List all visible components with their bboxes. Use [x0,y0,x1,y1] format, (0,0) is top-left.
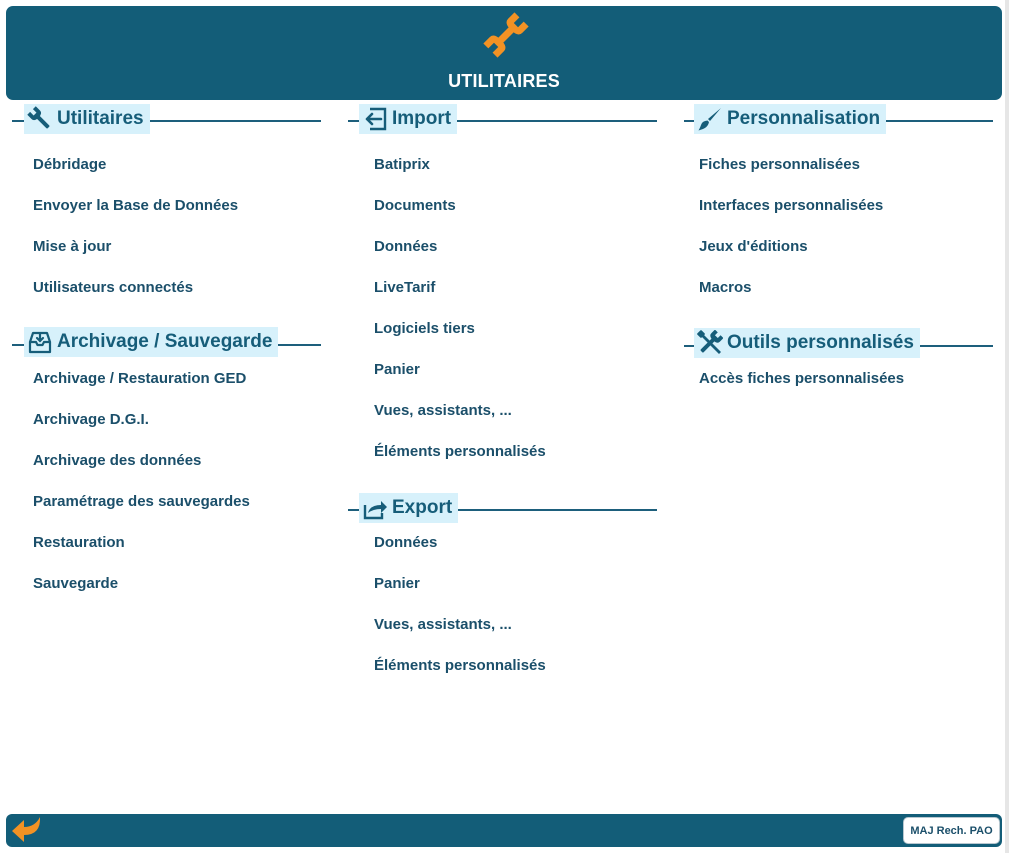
menu-item-archivage-donnees[interactable]: Archivage des données [33,452,202,469]
menu-item-mise-a-jour[interactable]: Mise à jour [33,238,112,255]
section-title: Personnalisation [727,108,881,129]
footer-bar [6,814,1002,847]
section-title: Export [392,497,453,518]
header-bar [6,6,1002,100]
section-title: Outils personnalisés [727,332,914,353]
menu-item-import-vues-assistants[interactable]: Vues, assistants, ... [374,402,512,419]
menu-item-batiprix[interactable]: Batiprix [374,156,430,173]
maj-rech-pao-button[interactable]: MAJ Rech. PAO [903,817,1000,844]
tools-icon [697,330,723,356]
menu-item-macros[interactable]: Macros [699,279,752,296]
menu-item-utilisateurs-connectes[interactable]: Utilisateurs connectés [33,279,194,296]
export-icon [362,495,388,521]
menu-item-import-elements-personnalises[interactable]: Éléments personnalisés [374,443,546,460]
back-arrow-icon[interactable] [10,815,44,846]
menu-item-export-vues-assistants[interactable]: Vues, assistants, ... [374,616,512,633]
section-header-personnalisation [694,104,886,134]
menu-item-sauvegarde[interactable]: Sauvegarde [33,575,119,592]
window-edge [1005,0,1009,853]
menu-item-archivage-dgi[interactable]: Archivage D.G.I. [33,411,149,428]
menu-item-import-documents[interactable]: Documents [374,197,456,214]
section-header-archivage [24,327,278,357]
menu-item-restauration[interactable]: Restauration [33,534,125,551]
menu-item-logiciels-tiers[interactable]: Logiciels tiers [374,320,475,337]
menu-item-export-donnees[interactable]: Données [374,534,438,551]
menu-item-acces-fiches-personnalisees[interactable]: Accès fiches personnalisées [699,370,905,387]
menu-item-import-donnees[interactable]: Données [374,238,438,255]
menu-item-interfaces-personnalisees[interactable]: Interfaces personnalisées [699,197,884,214]
menu-item-envoyer-base[interactable]: Envoyer la Base de Données [33,197,239,214]
section-header-import [359,104,457,134]
menu-item-fiches-personnalisees[interactable]: Fiches personnalisées [699,156,860,173]
section-header-outils [694,328,920,358]
import-icon [362,106,388,132]
page-title: UTILITAIRES [448,71,560,91]
menu-item-jeux-editions[interactable]: Jeux d'éditions [699,238,808,255]
menu-item-parametrage-sauvegardes[interactable]: Paramétrage des sauvegardes [33,493,250,510]
section-title: Utilitaires [57,108,144,129]
archive-box-icon [27,329,53,355]
section-header-utilitaires [24,104,150,134]
section-title: Archivage / Sauvegarde [57,331,273,352]
section-title: Import [392,108,452,129]
menu-item-debridage[interactable]: Débridage [33,156,107,173]
menu-item-livetarif[interactable]: LiveTarif [374,279,436,296]
paintbrush-icon [697,106,723,132]
section-header-export [359,493,458,523]
wrench-icon [481,10,531,60]
menu-item-import-panier[interactable]: Panier [374,361,420,378]
menu-item-archivage-restauration-ged[interactable]: Archivage / Restauration GED [33,370,247,387]
wrench-icon [27,106,53,132]
menu-item-export-elements-personnalises[interactable]: Éléments personnalisés [374,657,546,674]
menu-item-export-panier[interactable]: Panier [374,575,420,592]
